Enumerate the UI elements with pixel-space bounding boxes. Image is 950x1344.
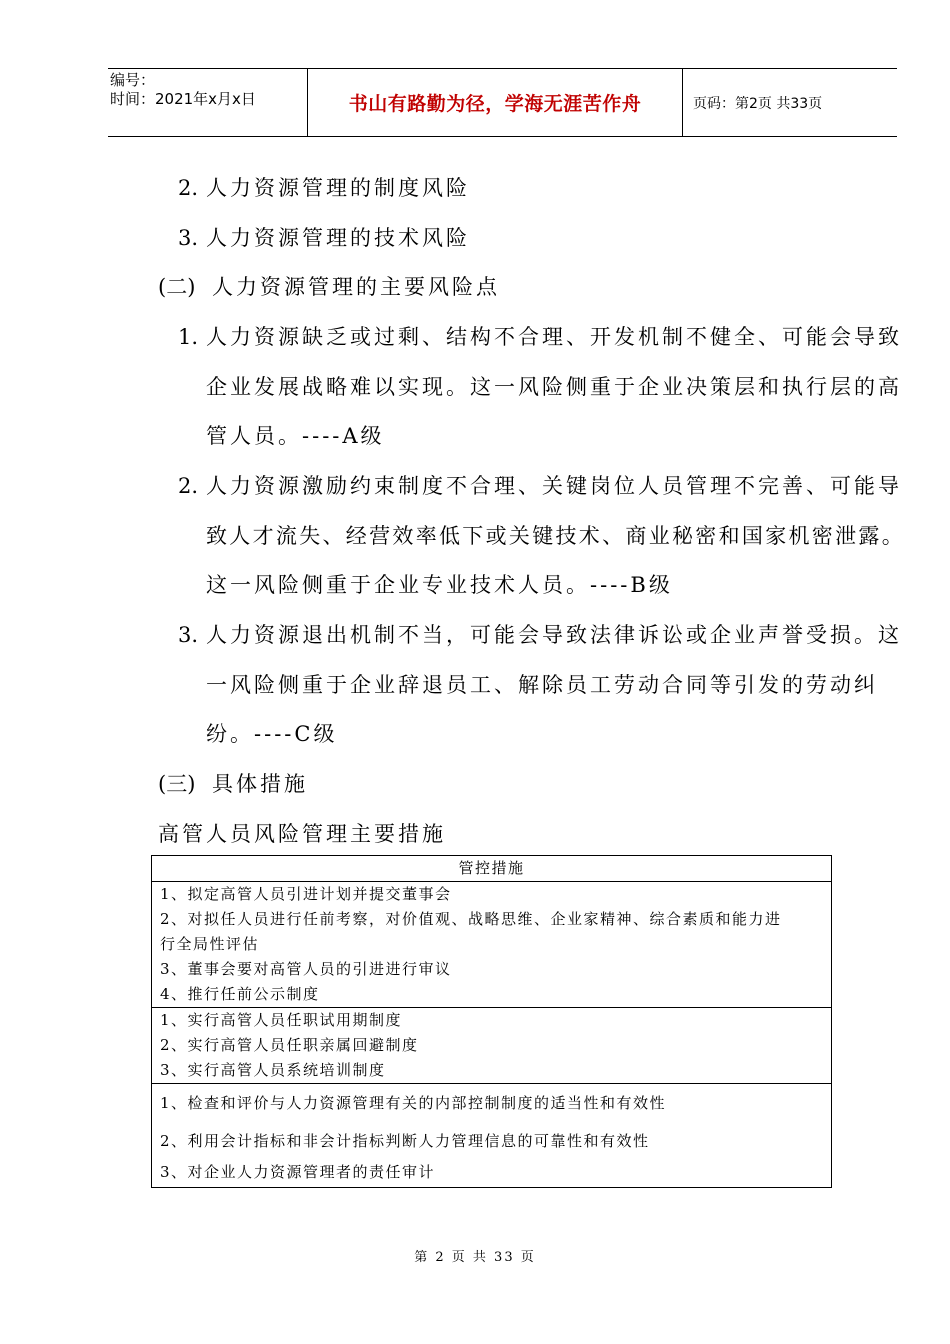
line-text: 纷。----C级 [206,722,338,746]
line-text: 一风险侧重于企业辞退员工、解除员工劳动合同等引发的劳动纠 [206,673,878,697]
table-item: 1、实行高管人员任职试用期制度 [160,1011,403,1029]
table-item: 行全局性评估 [160,935,260,953]
body-line [178,470,902,500]
line-number: 2. [178,474,199,498]
table-item: 2、对拟任人员进行任前考察，对价值观、战略思维、企业家精神、综合素质和能力进 [160,910,782,928]
table-item: 1、检查和评价与人力资源管理有关的内部控制制度的适当性和有效性 [160,1094,667,1112]
line-text: 人力资源激励约束制度不合理、关键岗位人员管理不完善、可能导 [206,474,902,498]
header-page-info: 页码：第2页 共33页 [693,95,823,112]
time-label: 时间：2021年x月x日 [110,90,256,108]
body-line [206,420,385,450]
header-motto: 书山有路勤为径，学海无涯苦作舟 [308,69,683,136]
table-item: 3、董事会要对高管人员的引进进行审议 [160,960,452,978]
body-line [206,569,673,599]
line-text: 管人员。----A级 [206,424,385,448]
body-line [178,172,470,202]
caption-text: 高管人员风险管理主要措施 [158,822,446,846]
page-header [108,68,897,137]
line-number: 2. [178,176,199,200]
section-number: (二) [158,275,196,299]
line-text: 人力资源缺乏或过剩、结构不合理、开发机制不健全、可能会导致 [206,325,902,349]
section-number: (三) [158,772,196,796]
table-item: 3、实行高管人员系统培训制度 [160,1061,386,1079]
line-text: 这一风险侧重于企业专业技术人员。----B级 [206,573,673,597]
table-item: 1、拟定高管人员引进计划并提交董事会 [160,885,452,903]
line-text: 人力资源退出机制不当，可能会导致法律诉讼或企业声誉受损。这 [206,623,902,647]
section-title: 具体措施 [212,772,308,796]
section-heading [158,768,308,798]
body-line [206,520,905,550]
body-line [178,222,470,252]
line-text: 致人才流失、经营效率低下或关键技术、商业秘密和国家机密泄露。 [206,524,905,548]
line-number: 3. [178,623,199,647]
table-item: 2、实行高管人员任职亲属回避制度 [160,1036,419,1054]
line-text: 人力资源管理的制度风险 [206,176,470,200]
table-section [152,882,831,1008]
table-header: 管控措施 [152,856,831,882]
body-line [178,321,902,351]
table-section [152,1008,831,1084]
line-text: 企业发展战略难以实现。这一风险侧重于企业决策层和执行层的高 [206,375,902,399]
body-line [206,669,878,699]
header-meta [108,69,308,136]
table-item: 4、推行任前公示制度 [160,985,320,1003]
body-line [206,371,902,401]
table-item: 2、利用会计指标和非会计指标判断人力管理信息的可靠性和有效性 [160,1132,650,1150]
line-number: 3. [178,226,199,250]
number-label: 编号： [110,71,156,89]
line-number: 1. [178,325,199,349]
table-caption [158,818,446,848]
page-footer: 第 2 页 共 33 页 [414,1250,536,1265]
table-item: 3、对企业人力资源管理者的责任审计 [160,1163,436,1181]
body-line [206,718,337,748]
section-title: 人力资源管理的主要风险点 [212,275,500,299]
body-line [178,619,902,649]
line-text: 人力资源管理的技术风险 [206,226,470,250]
measures-table [151,855,832,1188]
section-heading [158,271,500,301]
table-section [152,1084,831,1187]
